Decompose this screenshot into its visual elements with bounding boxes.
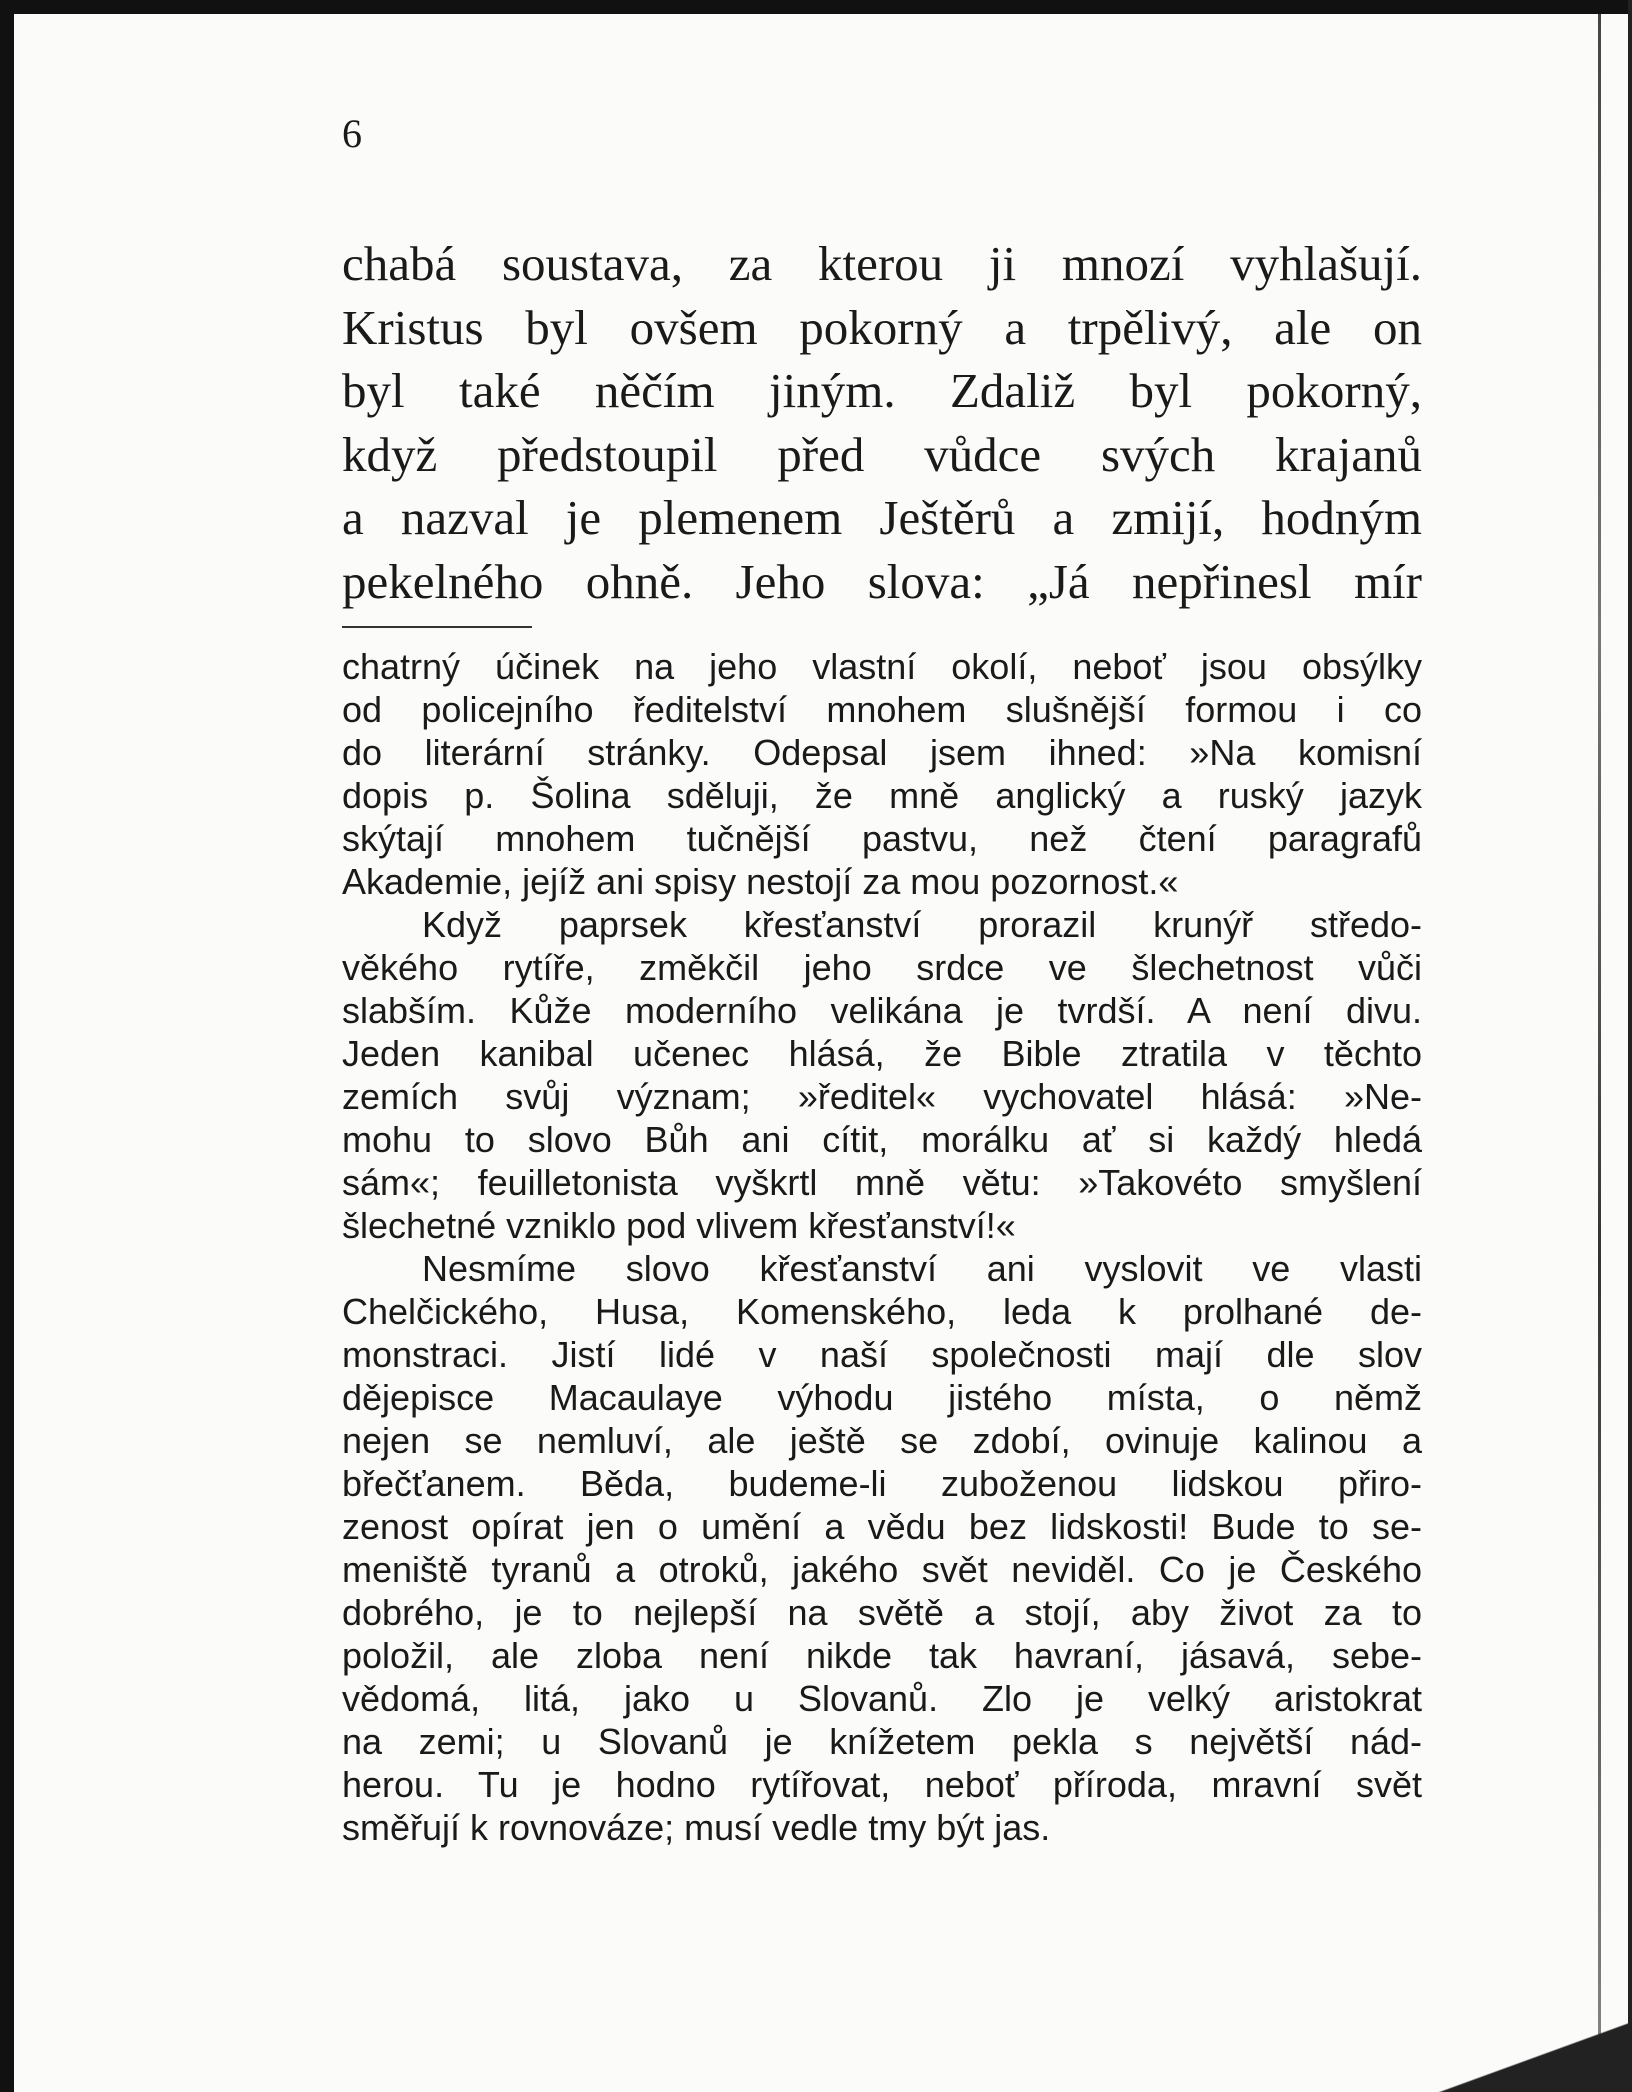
footnote-line: vědomá, litá, jako u Slovanů. Zlo je velký aristokrat — [342, 1678, 1422, 1719]
scan-border-top — [0, 0, 1632, 14]
footnote-line: dobrého, je to nejlepší na světě a stojí, aby život za to — [342, 1592, 1422, 1633]
scan-border-right — [1628, 0, 1632, 2092]
footnote-line: chatrný účinek na jeho vlastní okolí, neboť jsou obsýlky — [342, 646, 1422, 687]
footnote-line: Chelčického, Husa, Komenského, leda k prolhané de- — [342, 1291, 1422, 1332]
book-spine-shadow — [1598, 14, 1601, 2092]
footnote-line: Když paprsek křesťanství prorazil krunýř středo- — [422, 904, 1422, 945]
main-text-line: chabá soustava, za kterou ji mnozí vyhlašují. — [342, 236, 1422, 291]
main-text-line: když předstoupil před vůdce svých krajanů — [342, 426, 1422, 482]
footnote-line: zenost opírat jen o umění a vědu bez lidskosti! Bude to se- — [342, 1506, 1422, 1547]
footnote-line: herou. Tu je hodno rytířovat, neboť příroda, mravní svět — [342, 1764, 1422, 1805]
footnote-line: slabším. Kůže moderního velikána je tvrdší. A není divu. — [342, 990, 1422, 1031]
footnote-line: dopis p. Šolina sděluji, že mně anglický a ruský jazyk — [342, 775, 1422, 816]
page-number: 6 — [342, 111, 363, 156]
main-text-line: pekelného ohně. Jeho slova: „Já nepřinesl mír — [342, 553, 1422, 609]
main-text — [342, 232, 1422, 613]
footnote-line: do literární stránky. Odepsal jsem ihned: »Na komisní — [342, 732, 1422, 773]
page-corner-shadow — [1392, 2022, 1632, 2092]
footnote-text — [342, 645, 1422, 1849]
footnote-line: Nesmíme slovo křesťanství ani vyslovit ve vlasti — [422, 1248, 1422, 1289]
footnote-line: šlechetné vzniklo pod vlivem křesťanství!« — [342, 1205, 1016, 1246]
footnote-line: nejen se nemluví, ale ještě se zdobí, ovinuje kalinou a — [342, 1420, 1422, 1461]
footnote-line: mohu to slovo Bůh ani cítit, morálku ať si každý hledá — [342, 1119, 1422, 1160]
main-text-line: a nazval je plemenem Ještěrů a zmijí, hodným — [342, 490, 1422, 545]
main-text-line: byl také něčím jiným. Zdaliž byl pokorný, — [342, 363, 1422, 418]
footnote-line: věkého rytíře, změkčil jeho srdce ve šlechetnost vůči — [342, 947, 1422, 988]
footnote-line: monstraci. Jistí lidé v naší společnosti mají dle slov — [342, 1334, 1422, 1375]
footnote-line: skýtají mnohem tučnější pastvu, než čtení paragrafů — [342, 818, 1422, 859]
footnote-line: od policejního ředitelství mnohem slušnější formou i co — [342, 689, 1422, 730]
footnote-line: zemích svůj význam; »ředitel« vychovatel hlásá: »Ne- — [342, 1076, 1422, 1117]
footnote-line: meniště tyranů a otroků, jakého svět neviděl. Co je Českého — [342, 1549, 1422, 1590]
footnote-line: na zemi; u Slovanů je knížetem pekla s největší nád- — [342, 1721, 1422, 1762]
footnote-line: Jeden kanibal učenec hlásá, že Bible ztratila v těchto — [342, 1033, 1422, 1074]
footnote-line: položil, ale zloba není nikde tak havraní, jásavá, sebe- — [342, 1635, 1422, 1676]
footnote-line: sám«; feuilletonista vyškrtl mně větu: »Takovéto smyšlení — [342, 1162, 1422, 1203]
main-text-line: Kristus byl ovšem pokorný a trpělivý, ale on — [342, 299, 1422, 355]
footnote-separator — [342, 626, 532, 628]
footnote-line: dějepisce Macaulaye výhodu jistého místa, o němž — [342, 1377, 1422, 1418]
footnote-line: směřují k rovnováze; musí vedle tmy být jas. — [342, 1807, 1051, 1848]
scan-border-left — [0, 0, 14, 2092]
footnote-line: břečťanem. Běda, budeme-li zuboženou lidskou přiro- — [342, 1463, 1422, 1504]
footnote-line: Akademie, jejíž ani spisy nestojí za mou pozornost.« — [342, 861, 1179, 902]
